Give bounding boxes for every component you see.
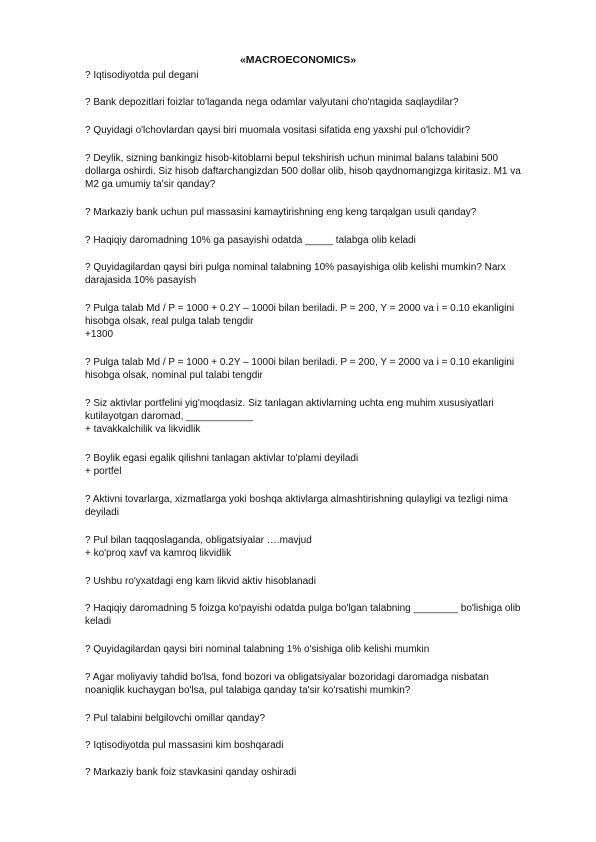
question-6: ? Haqiqiy daromadning 10% ga pasayishi odatda _____ talabga olib keladi [85,235,416,246]
question-15: ? Haqiqiy daromadning 5 foizga ko'payishi odatda pulga bo'lgan talabning ________ bo'lishiga olib keladi [85,603,521,627]
question-19: ? Iqtisodiyotda pul massasini kim boshqaradi [85,740,284,751]
question-text: ? Siz aktivlar portfelini yig'moqdasiz. Siz tanlagan aktivlarning uchta eng muhim xususiyatlari kutilayotgan daromad, ____________ [85,398,494,422]
question-7: ? Quyidagilardan qaysi biri pulga nominal talabning 10% pasayishiga olib kelishi mumkin? Narx darajasida 10% pasayish [85,262,506,286]
question-8 [85,302,525,341]
question-10 [85,397,525,436]
question-20: ? Markaziy bank foiz stavkasini qanday oshiradi [85,767,297,778]
question-14: ? Ushbu ro'yxatdagi eng kam likvid aktiv hisoblanadi [85,576,316,587]
document-title: «MACROECONOMICS» [239,54,357,66]
question-12: ? Aktivni tovarlarga, xizmatlarga yoki boshqa aktivlarga almashtirishning qulayligi va tezligi nima deyiladi [85,494,508,518]
answer: + portfel [85,466,122,477]
question-16: ? Quyidagilardan qaysi biri nominal talabning 1% o'sishiga olib kelishi mumkin [85,644,430,655]
question-2: ? Bank depozitlari foizlar to'laganda nega odamlar valyutani cho'ntagida saqlaydilar? [85,97,459,108]
question-text: ? Pul bilan taqqoslaganda, obligatsiyalar ….mavjud [85,535,312,546]
answer: +1300 [85,329,114,340]
question-13 [85,534,525,560]
question-3: ? Quyidagi o'lchovlardan qaysi biri muomala vositasi sifatida eng yaxshi pul o'lchovidir? [85,125,471,136]
question-4: ? Deylik, sizning bankingiz hisob-kitoblarni bepul tekshirish uchun minimal balans talabini 500 dollarga oshirdi. Siz hisob daftarchangizdan 500 dollar olib, hisob qaydnomangizga kiritasiz. M1 va M2 ga umumiy ta'sir qanday? [85,153,521,190]
question-5: ? Markaziy bank uchun pul massasini kamaytirishning eng keng tarqalgan usuli qanday? [85,207,477,218]
question-11 [85,452,525,478]
question-text: ? Boylik egasi egalik qilishni tanlagan aktivlar to'plami deyiladi [85,453,359,464]
question-text: ? Pulga talab Md / P = 1000 + 0.2Y – 1000i bilan beriladi. P = 200, Y = 2000 va i = 0.10 ekanligini hisobga olsak, real pulga talab tengdir [85,303,515,327]
question-18: ? Pul talabini belgilovchi omillar qanday? [85,713,266,724]
answer: + tavakkalchilik va likvidlik [85,424,201,435]
question-1: ? Iqtisodiyotda pul degani [85,70,199,81]
answer: + ko'proq xavf va kamroq likvidlik [85,548,232,559]
question-9: ? Pulga talab Md / P = 1000 + 0.2Y – 1000i bilan beriladi. P = 200, Y = 2000 va i = 0.10 ekanligini hisobga olsak, nominal pul talabi tengdir [85,357,515,381]
question-17: ? Agar moliyaviy tahdid bo'lsa, fond bozori va obligatsiyalar bozoridagi daromadga nisbatan noaniqlik kuchaygan bo'lsa, pul talabiga qanday ta'sir ko'rsatishi mumkin? [85,672,489,696]
